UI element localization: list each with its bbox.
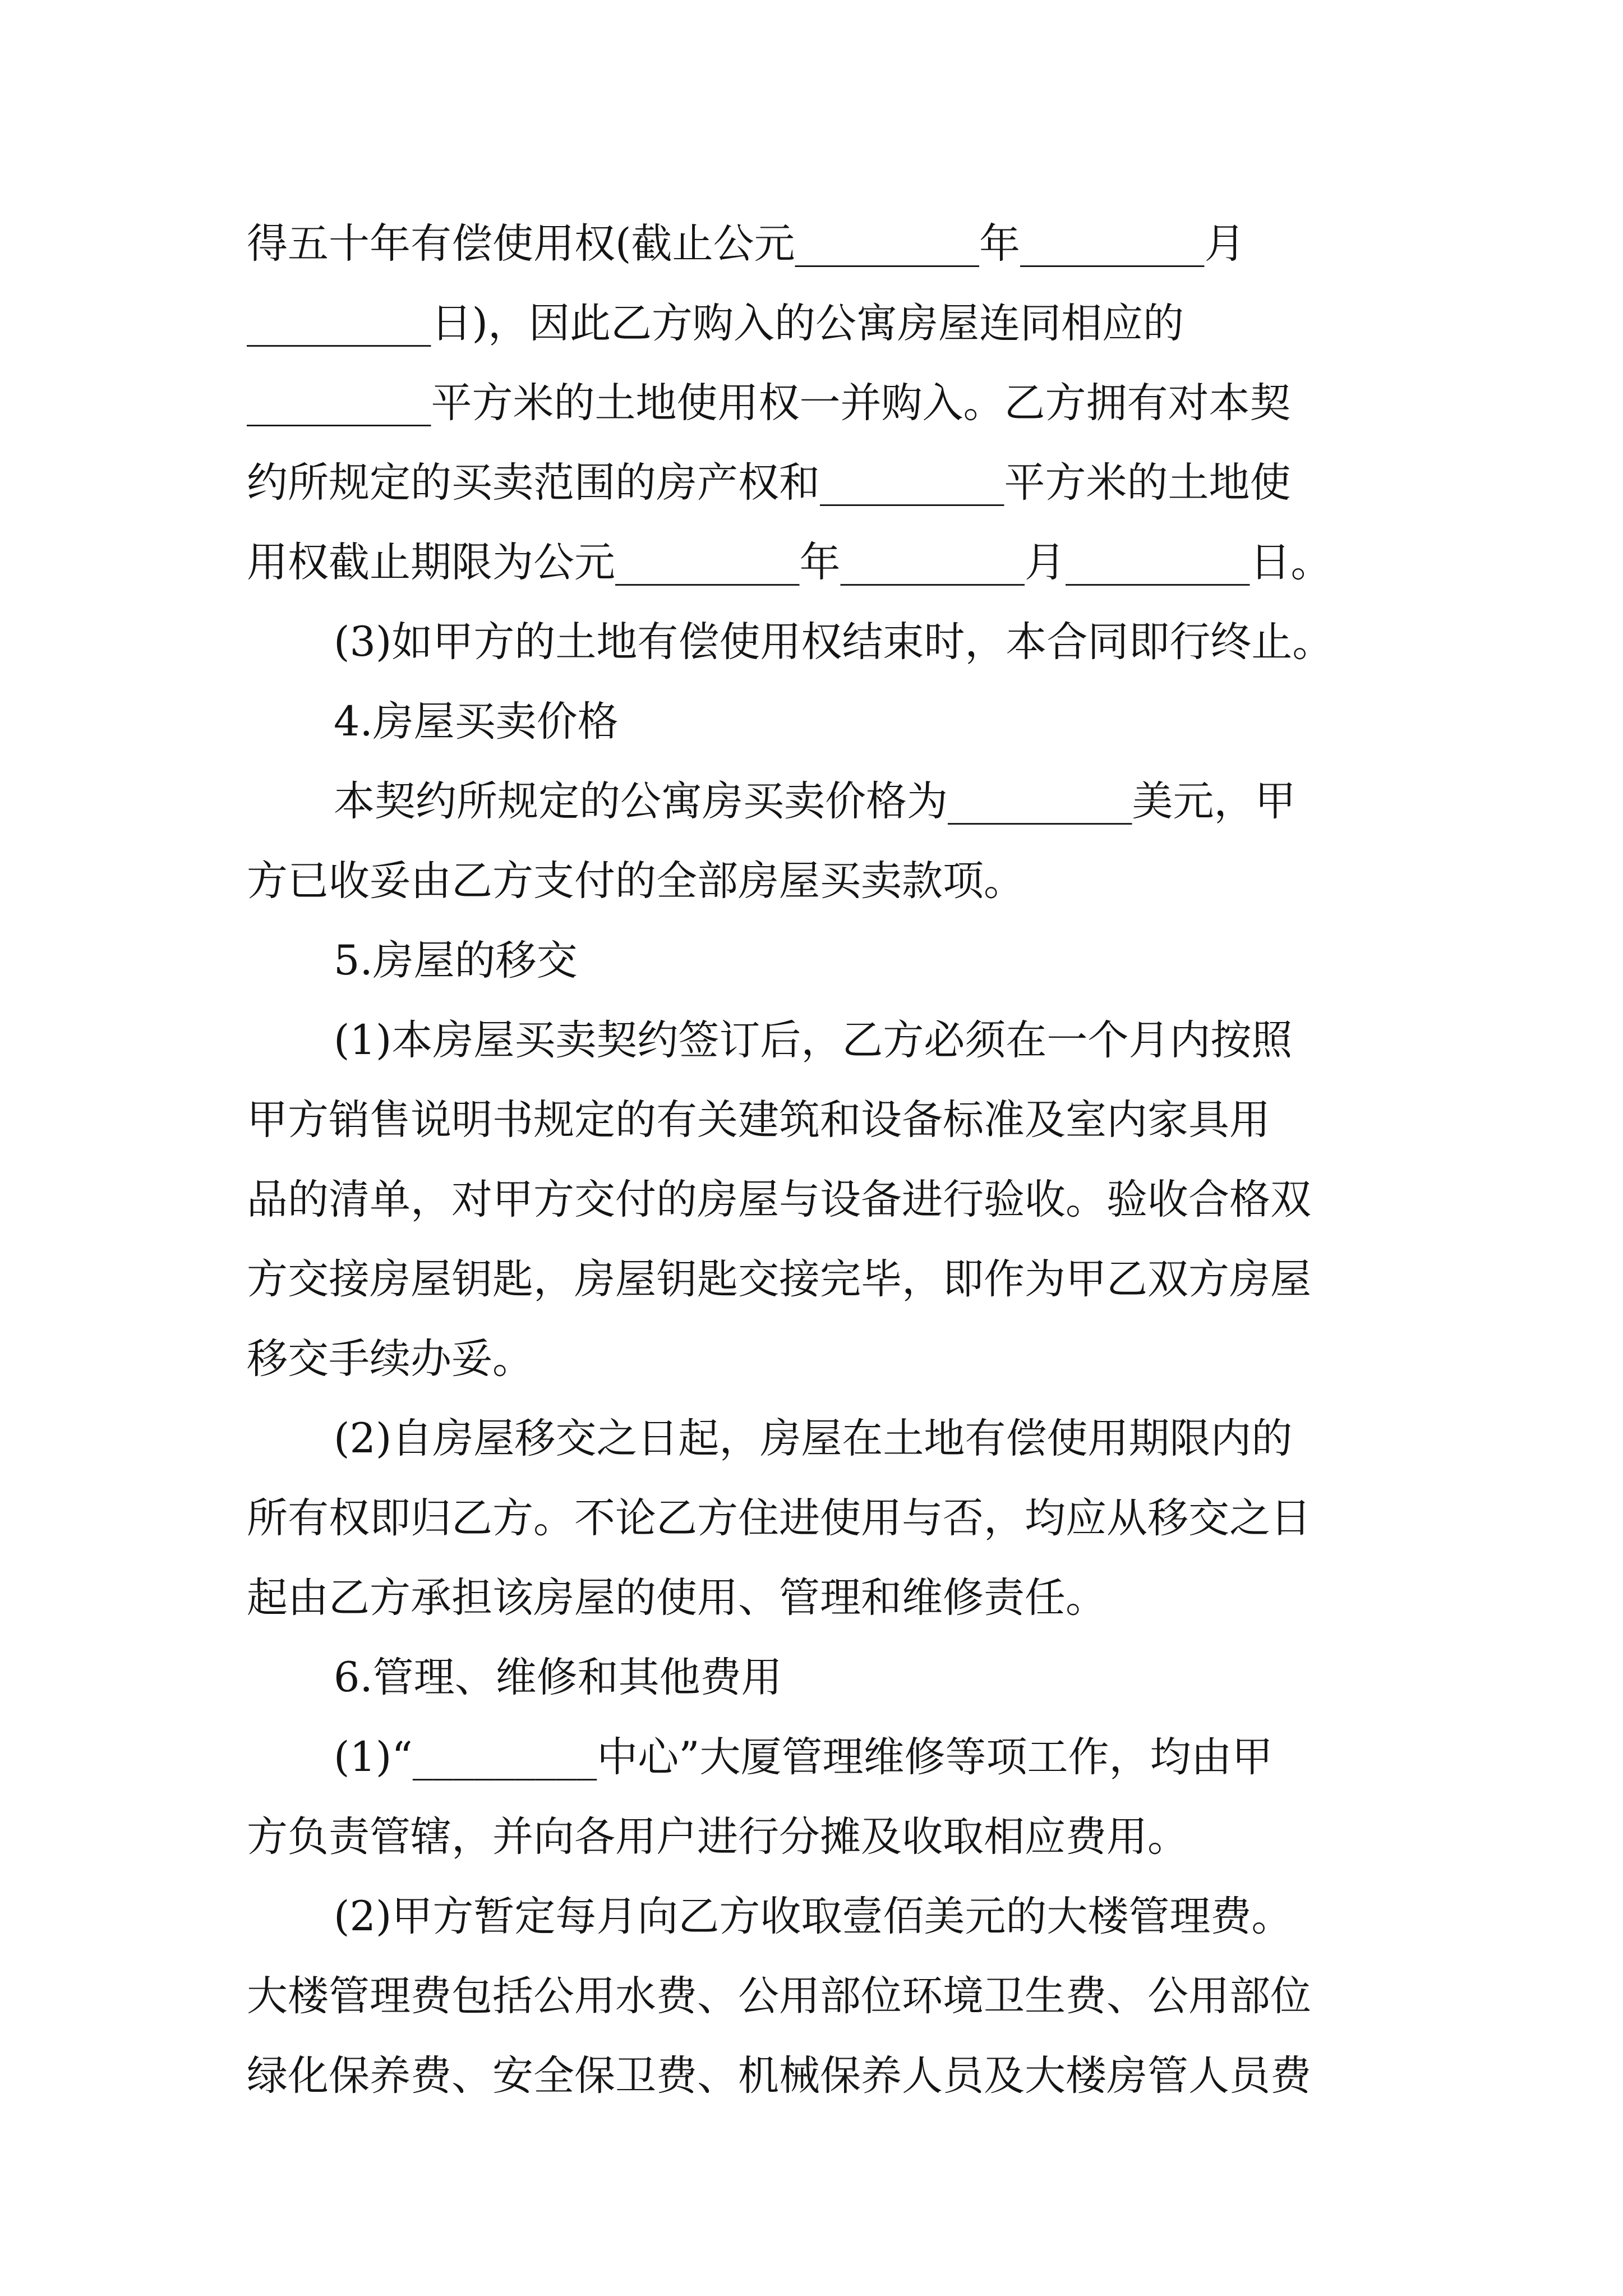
section-heading: 5.房屋的移交: [334, 937, 578, 984]
section-heading: 4.房屋买卖价格: [334, 698, 619, 746]
text-line: 方负责管辖，并向各用户进行分摊及收取相应费用。: [247, 1813, 1188, 1861]
text-line: 方交接房屋钥匙，房屋钥匙交接完毕，即作为甲乙双方房屋: [247, 1255, 1311, 1303]
paragraph-line: (2)自房屋移交之日起，房屋在土地有偿使用期限内的: [334, 1415, 1293, 1462]
paragraph-line: (2)甲方暂定每月向乙方收取壹佰美元的大楼管理费。: [334, 1893, 1293, 1940]
text-line: 得五十年有偿使用权(截止公元_________年_________月: [247, 220, 1246, 268]
section-heading: 6.管理、维修和其他费用: [334, 1654, 782, 1701]
text-line: 移交手续办妥。: [247, 1335, 533, 1383]
text-line: _________平方米的土地使用权一并购入。乙方拥有对本契: [247, 379, 1291, 427]
paragraph-line: (1)“_________中心”大厦管理维修等项工作，均由甲: [334, 1733, 1273, 1781]
text-line: 绿化保养费、安全保卫费、机械保养人员及大楼房管人员费: [247, 2052, 1311, 2100]
paragraph-line: 本契约所规定的公寓房买卖价格为_________美元，甲: [334, 777, 1296, 825]
text-line: 方已收妥由乙方支付的全部房屋买卖款项。: [247, 857, 1025, 905]
text-line: _________日)，因此乙方购入的公寓房屋连同相应的: [247, 300, 1184, 347]
paragraph-line: (1)本房屋买卖契约签订后，乙方必须在一个月内按照: [334, 1016, 1293, 1064]
text-line: 起由乙方承担该房屋的使用、管理和维修责任。: [247, 1574, 1106, 1622]
text-line: 大楼管理费包括公用水费、公用部位环境卫生费、公用部位: [247, 1972, 1311, 2020]
text-line: 所有权即归乙方。不论乙方住进使用与否，均应从移交之日: [247, 1494, 1311, 1542]
text-line: 约所规定的买卖范围的房产权和_________平方米的土地使: [247, 459, 1291, 507]
text-line: 甲方销售说明书规定的有关建筑和设备标准及室内家具用: [247, 1096, 1270, 1144]
text-line: 用权截止期限为公元_________年_________月_________日。: [247, 539, 1332, 586]
paragraph-line: (3)如甲方的土地有偿使用权结束时，本合同即行终止。: [334, 618, 1334, 666]
text-line: 品的清单，对甲方交付的房屋与设备进行验收。验收合格双: [247, 1176, 1311, 1223]
